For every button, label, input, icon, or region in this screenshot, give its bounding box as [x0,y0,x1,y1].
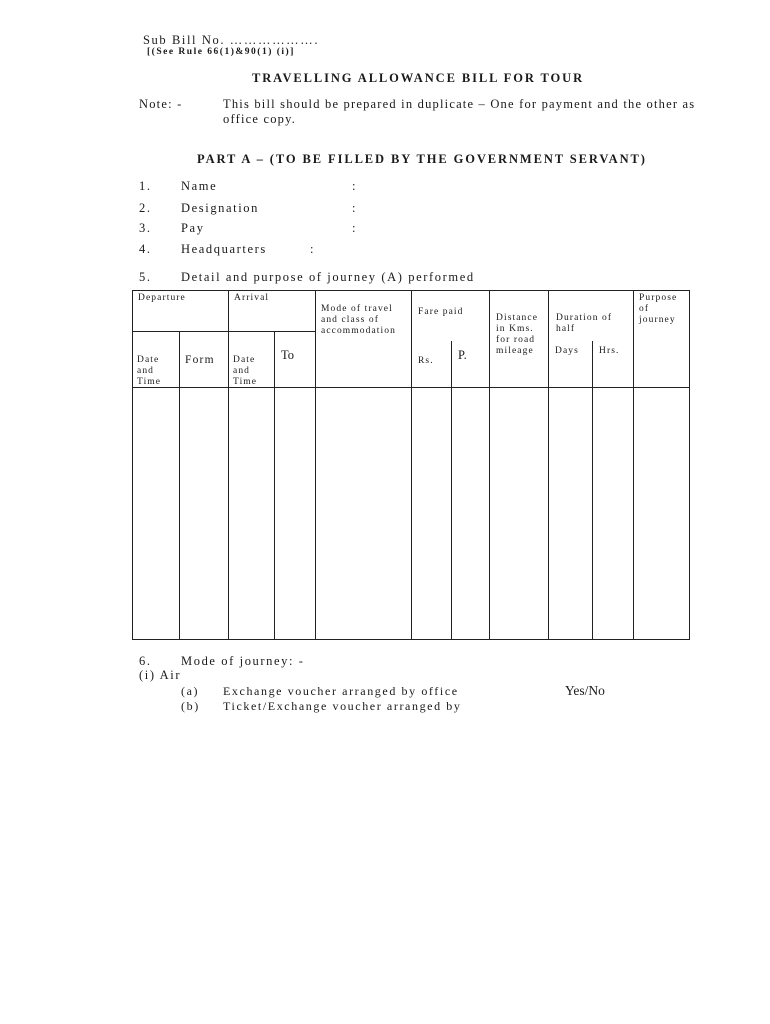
part-a-title: PART A – (TO BE FILLED BY THE GOVERNMENT SERVANT) [197,152,647,166]
field-number: 4. [139,242,152,256]
option-a-text: Exchange voucher arranged by office [223,684,459,698]
header-departure-date-time: Date and Time [137,355,162,387]
field-number: 3. [139,221,152,235]
item-5-number: 5. [139,270,152,284]
field-number: 1. [139,179,152,193]
table-col-divider [451,341,452,639]
note-label: Note: - [139,97,183,111]
header-hours: Hrs. [599,346,620,356]
table-border-left [132,290,133,640]
header-purpose: Purpose of journey [639,293,678,325]
table-col-divider [592,341,593,639]
header-days: Days [555,346,579,356]
option-b-label: (b) [181,699,200,713]
table-col-divider [179,331,180,639]
field-colon: : [352,221,356,235]
field-label-headquarters: Headquarters [181,242,267,256]
option-a-yes-no[interactable]: Yes/No [565,683,605,698]
item-6-number: 6. [139,654,152,668]
item-6-air: (i) Air [139,668,182,682]
header-rs: Rs. [418,356,434,366]
table-col-divider [633,290,634,640]
header-departure-from: Form [185,354,215,366]
option-a-label: (a) [181,684,200,698]
note-text-line2: office copy. [223,112,297,126]
option-b-text: Ticket/Exchange voucher arranged by [223,699,462,713]
field-label-name: Name [181,179,218,193]
field-label-pay: Pay [181,221,205,235]
sub-bill-no: Sub Bill No. ………………. [143,33,320,47]
field-label-designation: Designation [181,201,260,215]
header-mode-of-travel: Mode of travel and class of accommodation [321,304,396,336]
table-col-divider [228,290,229,640]
table-col-divider [411,290,412,640]
header-duration: Duration of half [556,313,613,334]
table-col-divider [548,290,549,640]
header-arrival: Arrival [234,293,270,303]
item-6-label: Mode of journey: - [181,654,305,668]
header-arrival-date-time: Date and Time [233,355,258,387]
rule-reference: [(See Rule 66(1)&90(1) (i)] [147,47,295,57]
item-5-label: Detail and purpose of journey (A) performed [181,270,475,284]
table-col-divider [315,290,316,640]
field-colon: : [310,242,314,256]
header-arrival-to: To [281,348,295,362]
header-paise: P. [458,348,467,362]
header-departure: Departure [138,293,186,303]
header-fare-paid: Fare paid [418,307,464,317]
field-colon: : [352,179,356,193]
table-col-divider [274,331,275,639]
note-text-line1: This bill should be prepared in duplicate – One for payment and the other as [223,97,696,111]
header-distance: Distance in Kms. for road mileage [496,313,539,356]
field-number: 2. [139,201,152,215]
table-subheader-divider [132,331,315,332]
field-colon: : [352,201,356,215]
table-col-divider [489,290,490,640]
table-border-right [689,290,690,640]
page-title: TRAVELLING ALLOWANCE BILL FOR TOUR [252,71,585,85]
